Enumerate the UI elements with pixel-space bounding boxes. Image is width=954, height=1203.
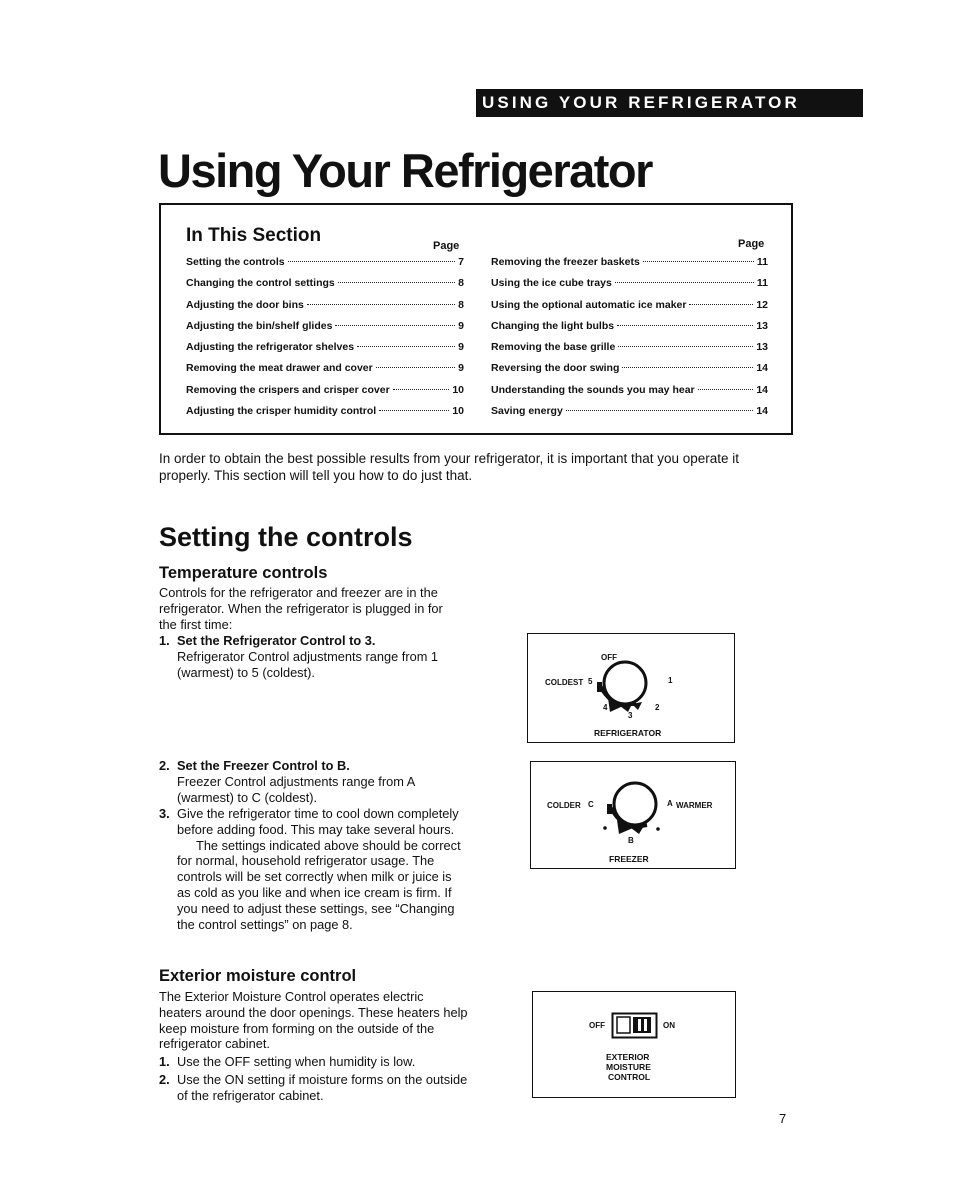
toc-right-column bbox=[491, 252, 768, 422]
dial-5-label: 5 bbox=[588, 677, 593, 686]
toc-item[interactable]: Removing the crispers and crisper cover 10 bbox=[186, 383, 464, 396]
toc-item[interactable]: Removing the base grille 13 bbox=[491, 341, 768, 354]
toc-page-label-left: Page bbox=[433, 240, 460, 252]
toc-item[interactable]: Changing the control settings 8 bbox=[186, 277, 464, 290]
dial-off-label: OFF bbox=[601, 653, 617, 662]
exterior-intro: The Exterior Moisture Control operates electric heaters around the door openings. These heaters help keep moisture from forming on the outside of the refrigerator cabinet. bbox=[159, 989, 468, 1052]
toc-left-column bbox=[186, 252, 464, 422]
dial-colder-label: COLDER bbox=[547, 801, 581, 810]
toc-item[interactable]: Removing the freezer baskets 11 bbox=[491, 256, 768, 268]
temperature-controls-heading: Temperature controls bbox=[159, 564, 328, 582]
refrigerator-step: 1. Set the Refrigerator Control to 3. Refrigerator Control adjustments range from 1 (warmest) to 5 (coldest). bbox=[159, 633, 439, 680]
toc-item[interactable]: Using the ice cube trays 11 bbox=[491, 277, 768, 290]
switch-off-label: OFF bbox=[589, 1021, 605, 1030]
toc-item[interactable]: Adjusting the door bins 8 bbox=[186, 298, 464, 311]
toc-heading: In This Section bbox=[186, 225, 322, 246]
freezer-caption: FREEZER bbox=[609, 854, 649, 864]
rocker-switch-icon bbox=[611, 1012, 659, 1040]
freezer-step: 2. Set the Freezer Control to B. Freezer Control adjustments range from A (warmest) to C (coldest). bbox=[159, 758, 415, 805]
toc-item[interactable]: Using the optional automatic ice maker 12 bbox=[491, 298, 768, 311]
toc-item[interactable]: Understanding the sounds you may hear 14 bbox=[491, 383, 768, 396]
temperature-intro: Controls for the refrigerator and freezer are in the refrigerator. When the refrigerator is plugged in for the first time: bbox=[159, 585, 443, 632]
freezer-control-diagram bbox=[530, 761, 736, 869]
toc-page-label-right: Page bbox=[738, 238, 765, 250]
switch-on-label: ON bbox=[663, 1021, 675, 1030]
moisture-control-diagram bbox=[532, 991, 736, 1098]
dial-2-label: 2 bbox=[655, 703, 660, 712]
dial-c-label: C bbox=[588, 800, 594, 809]
toc-item[interactable]: Removing the meat drawer and cover 9 bbox=[186, 362, 464, 375]
dial-4-label: 4 bbox=[603, 703, 608, 712]
toc-box bbox=[159, 203, 793, 435]
cooldown-step: 3. Give the refrigerator time to cool down completely before adding food. This may take several hours. The settings indicated above should be correct for normal, household refrigerator usage. The controls will be set correctly when milk or juice is as cold as you like and when ice cream is firm. If you need to adjust these settings, see “Changing the control settings” on page 8. bbox=[159, 806, 461, 932]
toc-item[interactable]: Reversing the door swing 14 bbox=[491, 362, 768, 375]
toc-item[interactable]: Adjusting the bin/shelf glides 9 bbox=[186, 319, 464, 332]
dial-b-label: B bbox=[628, 836, 634, 845]
intro-paragraph: In order to obtain the best possible results from your refrigerator, it is important that you operate it properly. This section will tell you how to do just that. bbox=[159, 451, 740, 483]
section-banner: USING YOUR REFRIGERATOR bbox=[476, 89, 863, 117]
toc-item[interactable]: Saving energy 14 bbox=[491, 405, 768, 418]
refrigerator-control-diagram bbox=[527, 633, 735, 743]
moisture-caption-2: MOISTURE bbox=[606, 1062, 651, 1072]
toc-item[interactable]: Adjusting the crisper humidity control 10 bbox=[186, 405, 464, 418]
moisture-caption-1: EXTERIOR bbox=[606, 1052, 650, 1062]
exterior-step-on: 2. Use the ON setting if moisture forms on the outside of the refrigerator cabinet. bbox=[159, 1072, 468, 1103]
page-title: Using Your Refrigerator bbox=[158, 144, 652, 197]
refrigerator-caption: REFRIGERATOR bbox=[594, 728, 662, 738]
setting-controls-heading: Setting the controls bbox=[159, 522, 413, 552]
dial-3-label: 3 bbox=[628, 711, 633, 720]
page-number: 7 bbox=[779, 1111, 787, 1126]
exterior-moisture-heading: Exterior moisture control bbox=[159, 967, 357, 985]
toc-item[interactable]: Changing the light bulbs 13 bbox=[491, 319, 768, 332]
moisture-caption-3: CONTROL bbox=[608, 1072, 651, 1082]
refrigerator-dial-icon bbox=[528, 634, 733, 741]
dial-a-label: A bbox=[667, 799, 673, 808]
toc-item[interactable]: Adjusting the refrigerator shelves 9 bbox=[186, 341, 464, 354]
dial-1-label: 1 bbox=[668, 676, 673, 685]
toc-item[interactable]: Setting the controls 7 bbox=[186, 256, 464, 268]
exterior-step-off: 1. Use the OFF setting when humidity is low. bbox=[159, 1054, 416, 1069]
dial-warmer-label: WARMER bbox=[676, 801, 713, 810]
freezer-dial-icon bbox=[531, 762, 734, 867]
dial-coldest-label: COLDEST bbox=[545, 678, 584, 687]
